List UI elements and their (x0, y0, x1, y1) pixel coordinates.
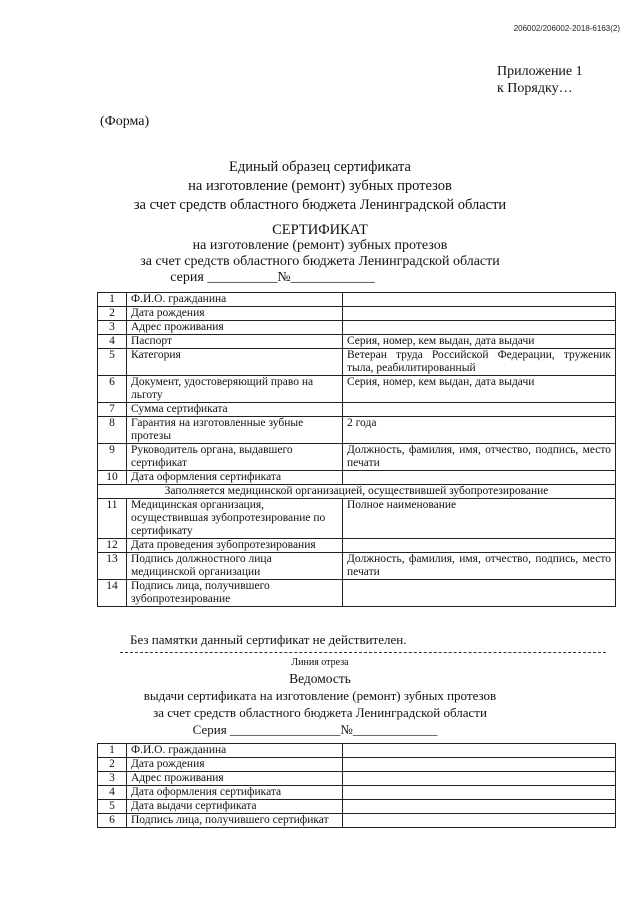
row-label: Адрес проживания (127, 772, 343, 786)
row-number: 5 (98, 800, 127, 814)
table-row (98, 376, 616, 403)
table-row (98, 814, 616, 828)
section-row (98, 485, 616, 499)
row-number: 12 (98, 539, 127, 553)
row-value (343, 772, 616, 786)
table-row (98, 786, 616, 800)
statement-line3: за счет средств областного бюджета Ленинградской области (153, 705, 487, 720)
row-label: Ф.И.О. гражданина (127, 293, 343, 307)
table-row (98, 417, 616, 444)
row-number: 7 (98, 403, 127, 417)
row-label: Документ, удостоверяющий право на льготу (127, 376, 343, 403)
row-value: Ветеран труда Российской Федерации, труженик тыла, реабилитированный (343, 349, 616, 376)
cut-line-divider (120, 652, 606, 653)
row-number: 9 (98, 444, 127, 471)
row-value: Серия, номер, кем выдан, дата выдачи (343, 376, 616, 403)
table-row (98, 744, 616, 758)
row-label: Дата оформления сертификата (127, 786, 343, 800)
statement-line2: выдачи сертификата на изготовление (ремонт) зубных протезов (143, 688, 497, 703)
appendix-line1: Приложение 1 (497, 64, 583, 79)
table-row (98, 403, 616, 417)
main-title (0, 158, 640, 215)
row-value: Полное наименование (343, 499, 616, 539)
row-number: 3 (98, 321, 127, 335)
cut-line-label: Линия отреза (291, 657, 349, 668)
row-number: 1 (98, 744, 127, 758)
table-row (98, 471, 616, 485)
row-number: 4 (98, 335, 127, 349)
row-value: Должность, фамилия, имя, отчество, подпись, место печати (343, 444, 616, 471)
table-row (98, 444, 616, 471)
row-number: 2 (98, 307, 127, 321)
row-label: Медицинская организация, осуществившая зубопротезирование по сертификату (127, 499, 343, 539)
row-value (343, 814, 616, 828)
table-row (98, 758, 616, 772)
row-number: 2 (98, 758, 127, 772)
row-value (343, 293, 616, 307)
row-value: Должность, фамилия, имя, отчество, подпись, место печати (343, 553, 616, 580)
table-row (98, 349, 616, 376)
certificate-subtitle-line2: на изготовление (ремонт) зубных протезов (192, 238, 448, 253)
row-value (343, 800, 616, 814)
row-number: 5 (98, 349, 127, 376)
table-row (98, 772, 616, 786)
certificate-heading: СЕРТИФИКАТ (272, 222, 368, 238)
row-value (343, 307, 616, 321)
row-label: Гарантия на изготовленные зубные протезы (127, 417, 343, 444)
row-label: Дата рождения (127, 758, 343, 772)
row-value: Серия, номер, кем выдан, дата выдачи (343, 335, 616, 349)
section-note: Заполняется медицинской организацией, осуществившей зубопротезирование (98, 485, 616, 499)
row-number: 13 (98, 553, 127, 580)
statement-table (97, 743, 616, 828)
table-row (98, 307, 616, 321)
row-label: Паспорт (127, 335, 343, 349)
form-label: (Форма) (100, 114, 150, 129)
row-label: Подпись лица, получившего сертификат (127, 814, 343, 828)
row-label: Дата выдачи сертификата (127, 800, 343, 814)
appendix-line2: к Порядку… (497, 81, 573, 96)
table-row (98, 800, 616, 814)
row-number: 6 (98, 814, 127, 828)
validity-note: Без памятки данный сертификат не действителен. (130, 632, 407, 647)
row-number: 1 (98, 293, 127, 307)
row-value (343, 403, 616, 417)
main-title-line3: за счет средств областного бюджета Ленинградской области (133, 197, 507, 213)
row-number: 3 (98, 772, 127, 786)
row-label: Дата оформления сертификата (127, 471, 343, 485)
statement-series: Серия _________________№_____________ (192, 722, 438, 737)
row-label: Подпись должностного лица медицинской организации (127, 553, 343, 580)
row-label: Сумма сертификата (127, 403, 343, 417)
row-value (343, 471, 616, 485)
row-label: Адрес проживания (127, 321, 343, 335)
row-number: 6 (98, 376, 127, 403)
appendix-reference (497, 63, 583, 97)
table-row (98, 580, 616, 607)
row-value (343, 744, 616, 758)
document-id: 206002/206002-2018-6163(2) (513, 24, 620, 33)
row-label: Руководитель органа, выдавшего сертификат (127, 444, 343, 471)
row-number: 11 (98, 499, 127, 539)
row-label: Дата рождения (127, 307, 343, 321)
row-value: 2 года (343, 417, 616, 444)
row-label: Дата проведения зубопротезирования (127, 539, 343, 553)
table-row (98, 335, 616, 349)
certificate-subtitle-line3: за счет средств областного бюджета Ленинградской области (140, 254, 500, 269)
certificate-table (97, 292, 616, 607)
row-value (343, 580, 616, 607)
row-label: Категория (127, 349, 343, 376)
certificate-title (0, 222, 640, 286)
row-number: 10 (98, 471, 127, 485)
row-label: Подпись лица, получившего зубопротезирование (127, 580, 343, 607)
row-number: 8 (98, 417, 127, 444)
main-title-line1: Единый образец сертификата (229, 159, 411, 175)
row-value (343, 786, 616, 800)
table-row (98, 539, 616, 553)
row-label: Ф.И.О. гражданина (127, 744, 343, 758)
row-number: 14 (98, 580, 127, 607)
certificate-series: серия __________№____________ (170, 270, 375, 285)
table-row (98, 293, 616, 307)
statement-heading: Ведомость (289, 671, 351, 686)
row-value (343, 321, 616, 335)
table-row (98, 499, 616, 539)
table-row (98, 321, 616, 335)
table-row (98, 553, 616, 580)
row-value (343, 539, 616, 553)
statement-title (0, 670, 640, 738)
main-title-line2: на изготовление (ремонт) зубных протезов (188, 178, 452, 194)
row-number: 4 (98, 786, 127, 800)
row-value (343, 758, 616, 772)
